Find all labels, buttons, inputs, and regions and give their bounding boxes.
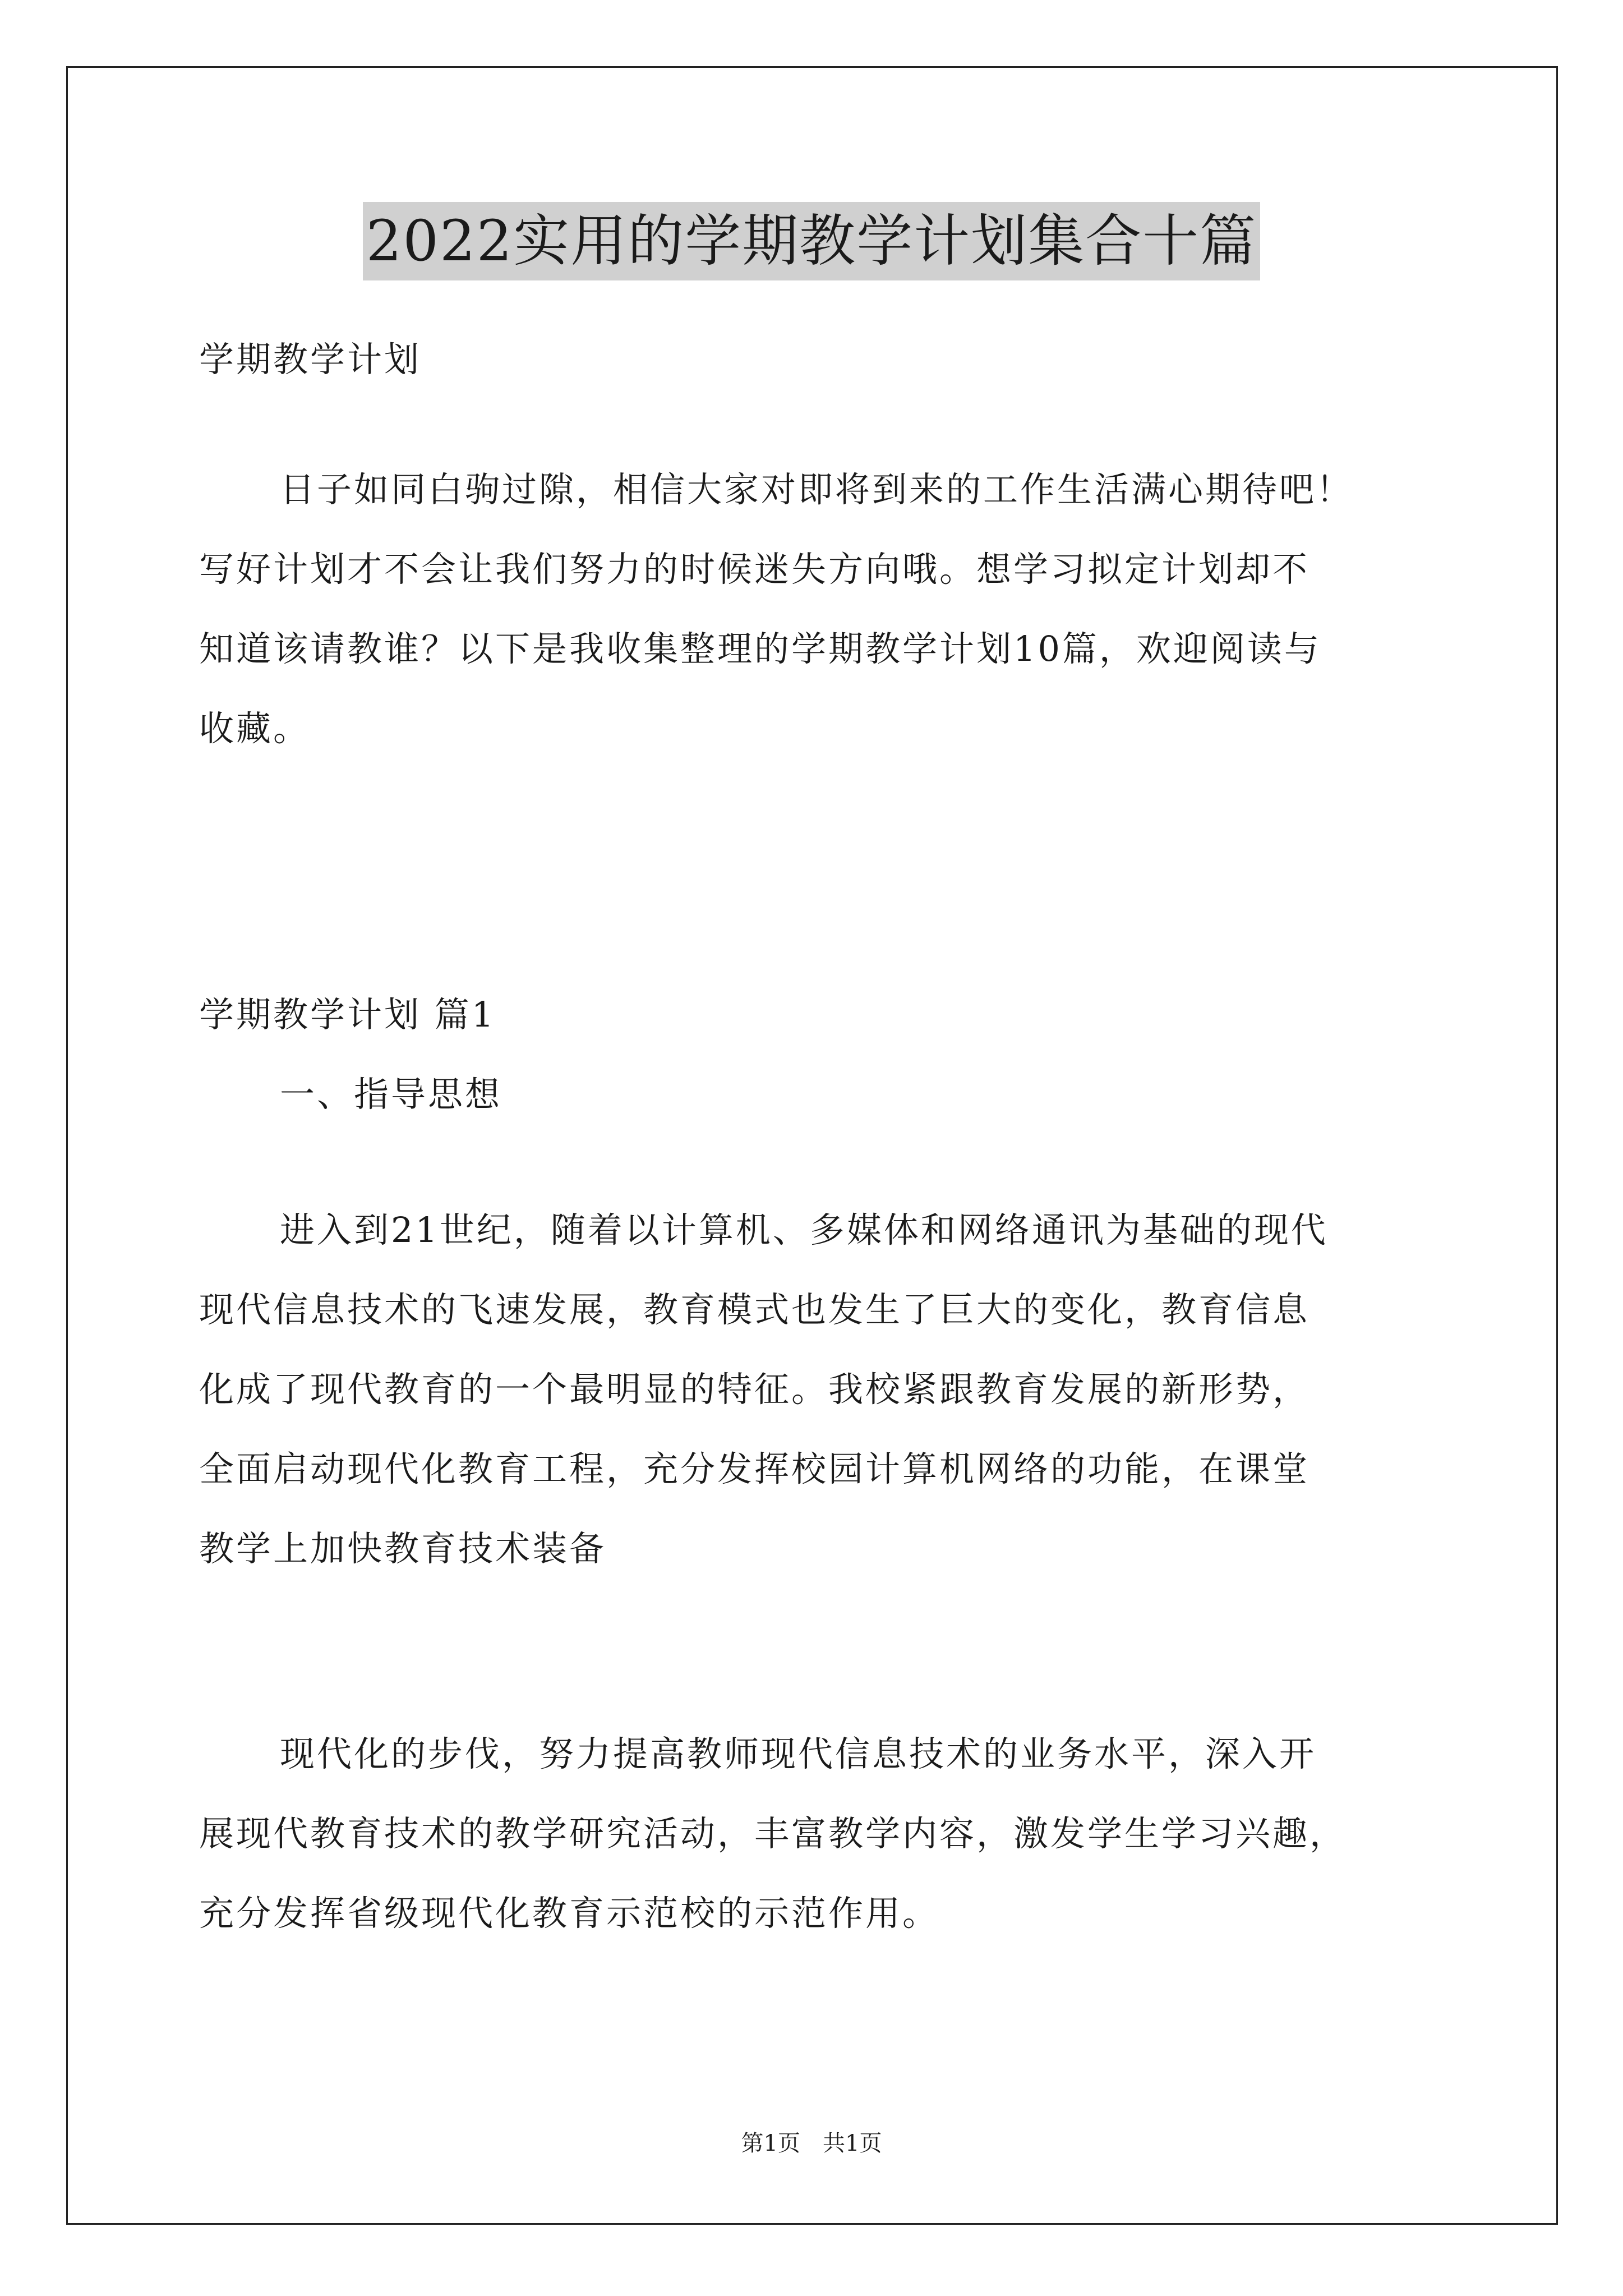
paragraph-line: 现代化的步伐，努力提高教师现代信息技术的业务水平，深入开 (280, 1733, 1317, 1774)
page-number: 第1页 (741, 2131, 800, 2156)
title-area (0, 202, 1623, 280)
section-label: 学期教学计划 (199, 339, 422, 380)
subheading-block (199, 1055, 1433, 1134)
paragraph-line: 现代信息技术的飞速发展，教育模式也发生了巨大的变化，教育信息 (199, 1289, 1310, 1330)
chapter-heading: 学期教学计划 篇1 (199, 994, 496, 1035)
page-total: 共1页 (823, 2131, 882, 2156)
intro-line: 日子如同白驹过隙，相信大家对即将到来的工作生活满心期待吧！ (280, 469, 1354, 510)
paragraph-line: 全面启动现代化教育工程，充分发挥校园计算机网络的功能，在课堂 (199, 1448, 1310, 1489)
intro-paragraph (199, 450, 1433, 769)
paragraph-1 (199, 1190, 1433, 1589)
intro-line: 知道该请教谁？以下是我收集整理的学期教学计划10篇，欢迎阅读与 (199, 628, 1321, 669)
section-label-block (199, 320, 1433, 399)
paragraph-2 (199, 1714, 1433, 1953)
paragraph-line: 进入到21世纪，随着以计算机、多媒体和网络通讯为基础的现代 (280, 1209, 1328, 1250)
subheading: 一、指导思想 (280, 1074, 502, 1115)
intro-line: 写好计划才不会让我们努力的时候迷失方向哦。想学习拟定计划却不 (199, 549, 1310, 590)
chapter-heading-block (199, 975, 1433, 1055)
paragraph-line: 教学上加快教育技术装备 (199, 1528, 607, 1569)
paragraph-line: 充分发挥省级现代化教育示范校的示范作用。 (199, 1893, 940, 1934)
page-footer (0, 2128, 1623, 2159)
intro-line: 收藏。 (199, 708, 311, 749)
paragraph-line: 化成了现代教育的一个最明显的特征。我校紧跟教育发展的新形势， (199, 1369, 1310, 1410)
paragraph-line: 展现代教育技术的教学研究活动，丰富教学内容，激发学生学习兴趣， (199, 1813, 1347, 1854)
document-title: 2022实用的学期教学计划集合十篇 (363, 202, 1261, 280)
